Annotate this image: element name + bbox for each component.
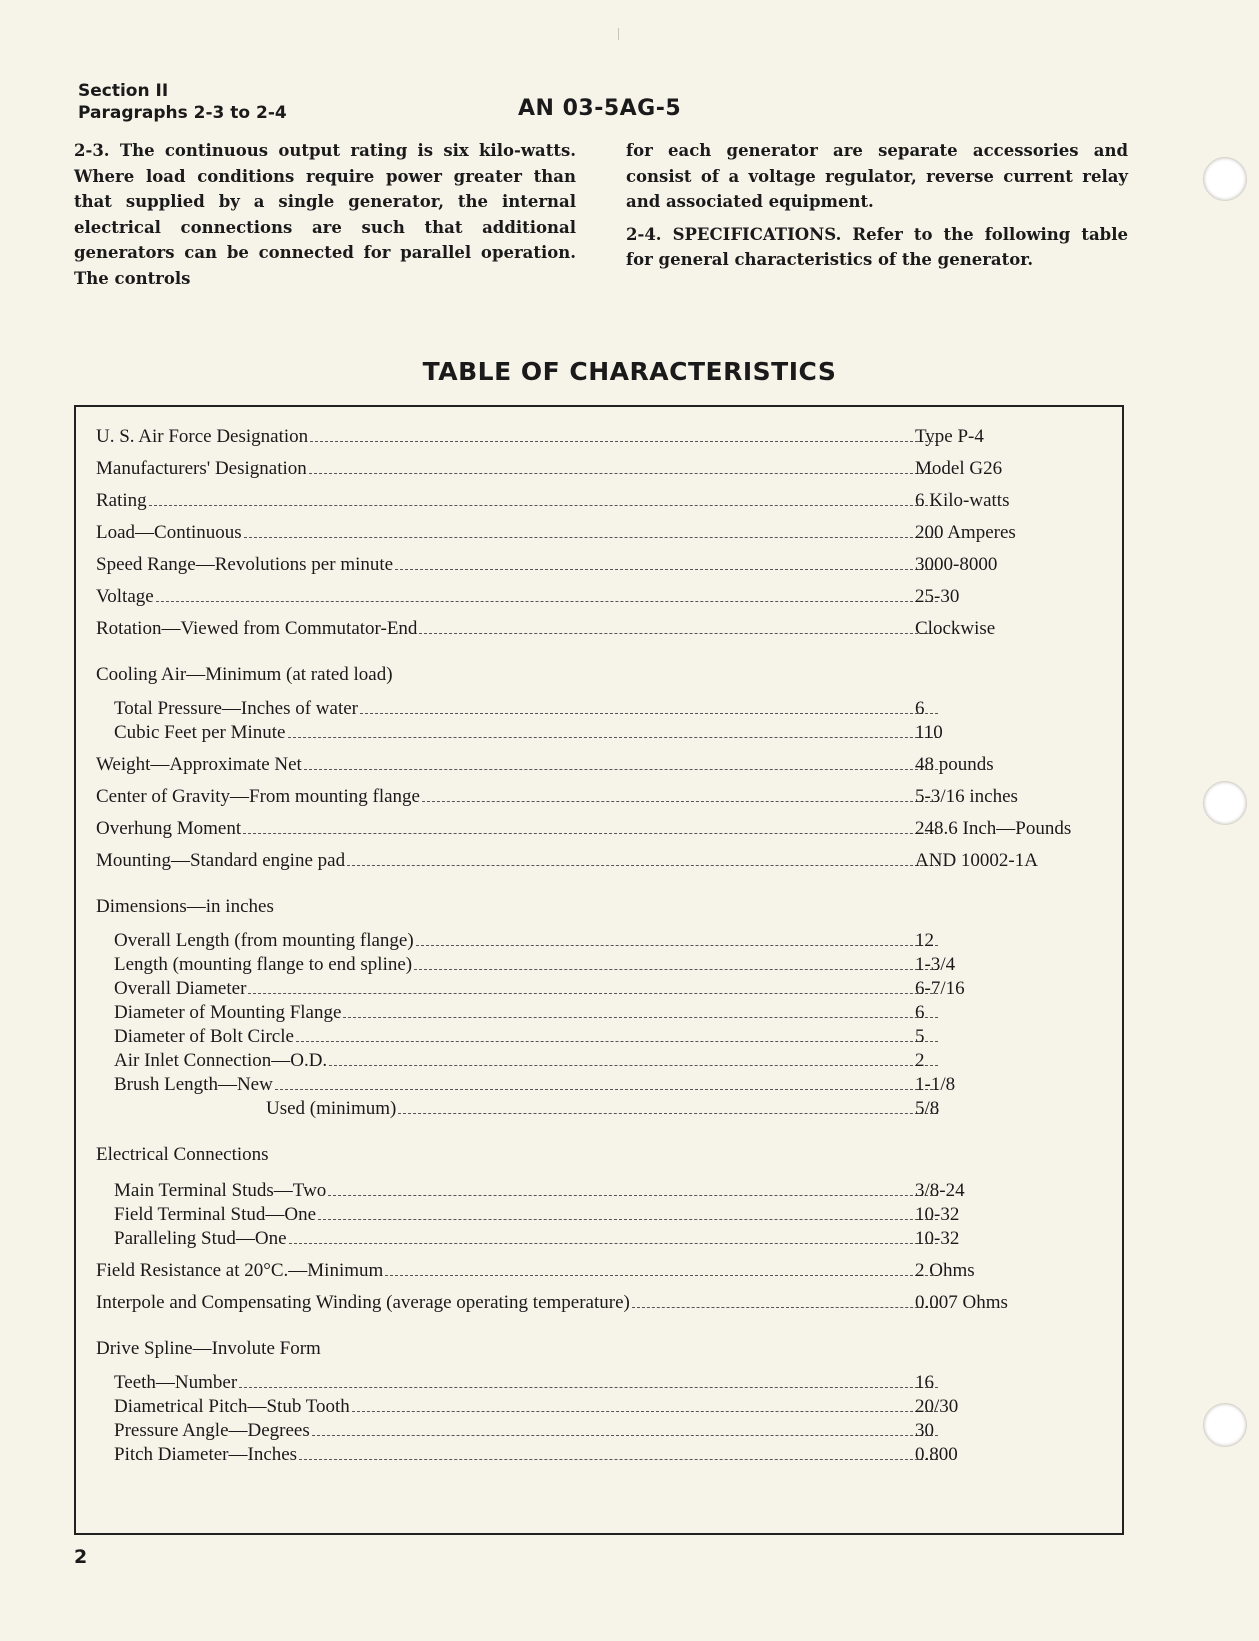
row-label: Speed Range—Revolutions per minute xyxy=(96,554,394,575)
row-label: Weight—Approximate Net xyxy=(96,754,302,775)
binder-hole xyxy=(1203,781,1247,825)
row-label: Length (mounting flange to end spline) xyxy=(114,954,413,975)
row-label: Voltage xyxy=(96,586,154,607)
table-row xyxy=(96,1418,1122,1444)
row-label: Overall Diameter xyxy=(114,978,247,999)
table-row xyxy=(96,784,1122,810)
row-value: Clockwise xyxy=(915,618,996,639)
row-label: Used (minimum) xyxy=(266,1098,397,1119)
row-value: 3000-8000 xyxy=(915,554,998,575)
table-row xyxy=(96,488,1122,514)
leader-dots xyxy=(329,1065,938,1066)
table-row xyxy=(96,584,1122,610)
table-row xyxy=(96,1394,1122,1420)
row-label: Air Inlet Connection—O.D. xyxy=(114,1050,328,1071)
row-label: Diametrical Pitch—Stub Tooth xyxy=(114,1396,350,1417)
table-title: TABLE OF CHARACTERISTICS xyxy=(422,357,837,386)
row-label: Mounting—Standard engine pad xyxy=(96,850,346,871)
table-row xyxy=(96,1072,1122,1098)
row-label: Overhung Moment xyxy=(96,818,242,839)
leader-dots xyxy=(414,969,938,970)
table-row xyxy=(96,1096,1122,1122)
table-row xyxy=(96,520,1122,546)
table-row xyxy=(96,720,1122,746)
table-row xyxy=(96,928,1122,954)
leader-dots xyxy=(347,865,938,866)
row-value: 1-3/4 xyxy=(915,954,956,975)
row-label: Electrical Connections xyxy=(96,1144,269,1165)
page-number: 2 xyxy=(74,1546,88,1568)
leader-dots xyxy=(309,473,938,474)
section-label: Section II xyxy=(78,81,169,101)
table-row xyxy=(96,752,1122,778)
row-value: 48 pounds xyxy=(915,754,994,775)
row-value: 248.6 Inch—Pounds xyxy=(915,818,1072,839)
table-row xyxy=(96,1226,1122,1252)
row-value: 3/8-24 xyxy=(915,1180,965,1201)
row-value: 25-30 xyxy=(915,586,960,607)
binder-hole xyxy=(1203,1403,1247,1447)
paragraph-2-4: 2-4. SPECIFICATIONS. Refer to the following table for general characteristics of the generator. xyxy=(626,224,1128,269)
row-label: Diameter of Mounting Flange xyxy=(114,1002,342,1023)
row-label: Cubic Feet per Minute xyxy=(114,722,286,743)
leader-dots xyxy=(299,1459,938,1460)
binder-hole xyxy=(1203,157,1247,201)
row-value: 0.800 xyxy=(915,1444,958,1465)
leader-dots xyxy=(310,441,938,442)
leader-dots xyxy=(395,569,938,570)
row-label: Paralleling Stud—One xyxy=(114,1228,287,1249)
row-value: 10-32 xyxy=(915,1228,960,1249)
table-row xyxy=(96,1202,1122,1228)
table-row xyxy=(96,1442,1122,1468)
row-label: Manufacturers' Designation xyxy=(96,458,307,479)
leader-dots xyxy=(243,833,938,834)
row-label: Drive Spline—Involute Form xyxy=(96,1338,321,1359)
row-label: Interpole and Compensating Winding (average operating temperature) xyxy=(96,1292,630,1313)
row-value: 1-1/8 xyxy=(915,1074,956,1095)
table-row xyxy=(96,952,1122,978)
row-label: Dimensions—in inches xyxy=(96,896,274,917)
row-value: 2 Ohms xyxy=(915,1260,975,1281)
table-row xyxy=(96,616,1122,642)
row-label: U. S. Air Force Designation xyxy=(96,426,309,447)
table-row xyxy=(96,696,1122,722)
row-value: 0.007 Ohms xyxy=(915,1292,1008,1313)
row-value: 6 Kilo-watts xyxy=(915,490,1010,511)
row-label: Pressure Angle—Degrees xyxy=(114,1420,310,1441)
table-row xyxy=(96,456,1122,482)
leader-dots xyxy=(385,1275,938,1276)
table-row xyxy=(96,1024,1122,1050)
row-value: Type P-4 xyxy=(915,426,984,447)
table-row xyxy=(96,848,1122,874)
row-label: Pitch Diameter—Inches xyxy=(114,1444,298,1465)
leader-dots xyxy=(312,1435,938,1436)
leader-dots xyxy=(318,1219,938,1220)
row-label: Brush Length—New xyxy=(114,1074,273,1095)
table-row xyxy=(96,976,1122,1002)
row-label: Field Terminal Stud—One xyxy=(114,1204,317,1225)
row-label: Cooling Air—Minimum (at rated load) xyxy=(96,664,393,685)
table-row xyxy=(96,1142,1122,1168)
row-value: 200 Amperes xyxy=(915,522,1016,543)
leader-dots xyxy=(304,769,938,770)
leader-dots xyxy=(244,537,938,538)
leader-dots xyxy=(156,601,938,602)
row-label: Overall Length (from mounting flange) xyxy=(114,930,414,951)
leader-dots xyxy=(416,945,938,946)
row-label: Rating xyxy=(96,490,147,511)
table-row xyxy=(96,424,1122,450)
leader-dots xyxy=(289,1243,938,1244)
row-label: Load—Continuous xyxy=(96,522,242,543)
row-label: Main Terminal Studs—Two xyxy=(114,1180,327,1201)
row-value: 5 xyxy=(915,1026,925,1047)
table-row xyxy=(96,552,1122,578)
leader-dots xyxy=(422,801,938,802)
table-row xyxy=(96,1290,1122,1316)
row-value: Model G26 xyxy=(915,458,1003,479)
row-value: 10-32 xyxy=(915,1204,960,1225)
row-label: Total Pressure—Inches of water xyxy=(114,698,359,719)
table-row xyxy=(96,1048,1122,1074)
row-label: Teeth—Number xyxy=(114,1372,238,1393)
leader-dots xyxy=(632,1307,938,1308)
section-header xyxy=(78,80,287,124)
leader-dots xyxy=(419,633,938,634)
row-value: 12 xyxy=(915,930,934,951)
leader-dots xyxy=(360,713,938,714)
table-row xyxy=(96,816,1122,842)
table-row xyxy=(96,894,1122,920)
row-label: Center of Gravity—From mounting flange xyxy=(96,786,420,807)
leader-dots xyxy=(239,1387,938,1388)
row-value: 6 xyxy=(915,1002,925,1023)
row-value: 5/8 xyxy=(915,1098,940,1119)
table-row xyxy=(96,662,1122,688)
leader-dots xyxy=(149,505,938,506)
row-value: 6-7/16 xyxy=(915,978,965,999)
table-row xyxy=(96,1000,1122,1026)
table-row xyxy=(96,1178,1122,1204)
leader-dots xyxy=(398,1113,938,1114)
leader-dots xyxy=(343,1017,938,1018)
row-label: Diameter of Bolt Circle xyxy=(114,1026,294,1047)
intro-left-column xyxy=(74,138,576,298)
row-value: 5-3/16 inches xyxy=(915,786,1018,807)
leader-dots xyxy=(248,993,938,994)
table-row xyxy=(96,1336,1122,1362)
row-label: Field Resistance at 20°C.—Minimum xyxy=(96,1260,384,1281)
paragraph-2-3: 2-3. The continuous output rating is six kilo-watts. Where load conditions require power greater than that supplied by a single generator, the internal electrical connections are such that additional generators can be connected for parallel operation. The controls xyxy=(74,141,576,288)
intro-right-column xyxy=(626,138,1128,280)
page-mark xyxy=(618,28,619,40)
row-value: 6 xyxy=(915,698,925,719)
row-value: 30 xyxy=(915,1420,934,1441)
row-value: 2 xyxy=(915,1050,925,1071)
row-label: Rotation—Viewed from Commutator-End xyxy=(96,618,418,639)
leader-dots xyxy=(275,1089,938,1090)
leader-dots xyxy=(296,1041,938,1042)
table-row xyxy=(96,1258,1122,1284)
row-value: 110 xyxy=(915,722,943,743)
characteristics-table xyxy=(74,405,1124,1535)
paragraphs-label: Paragraphs 2-3 to 2-4 xyxy=(78,103,287,123)
table-row xyxy=(96,1370,1122,1396)
document-number: AN 03-5AG-5 xyxy=(518,96,682,121)
row-value: AND 10002-1A xyxy=(915,850,1038,871)
row-value: 16 xyxy=(915,1372,934,1393)
leader-dots xyxy=(328,1195,938,1196)
leader-dots xyxy=(288,737,938,738)
leader-dots xyxy=(352,1411,938,1412)
paragraph-2-3-continued: for each generator are separate accessories and consist of a voltage regulator, reverse current relay and associated equipment. xyxy=(626,141,1128,211)
row-value: 20/30 xyxy=(915,1396,959,1417)
